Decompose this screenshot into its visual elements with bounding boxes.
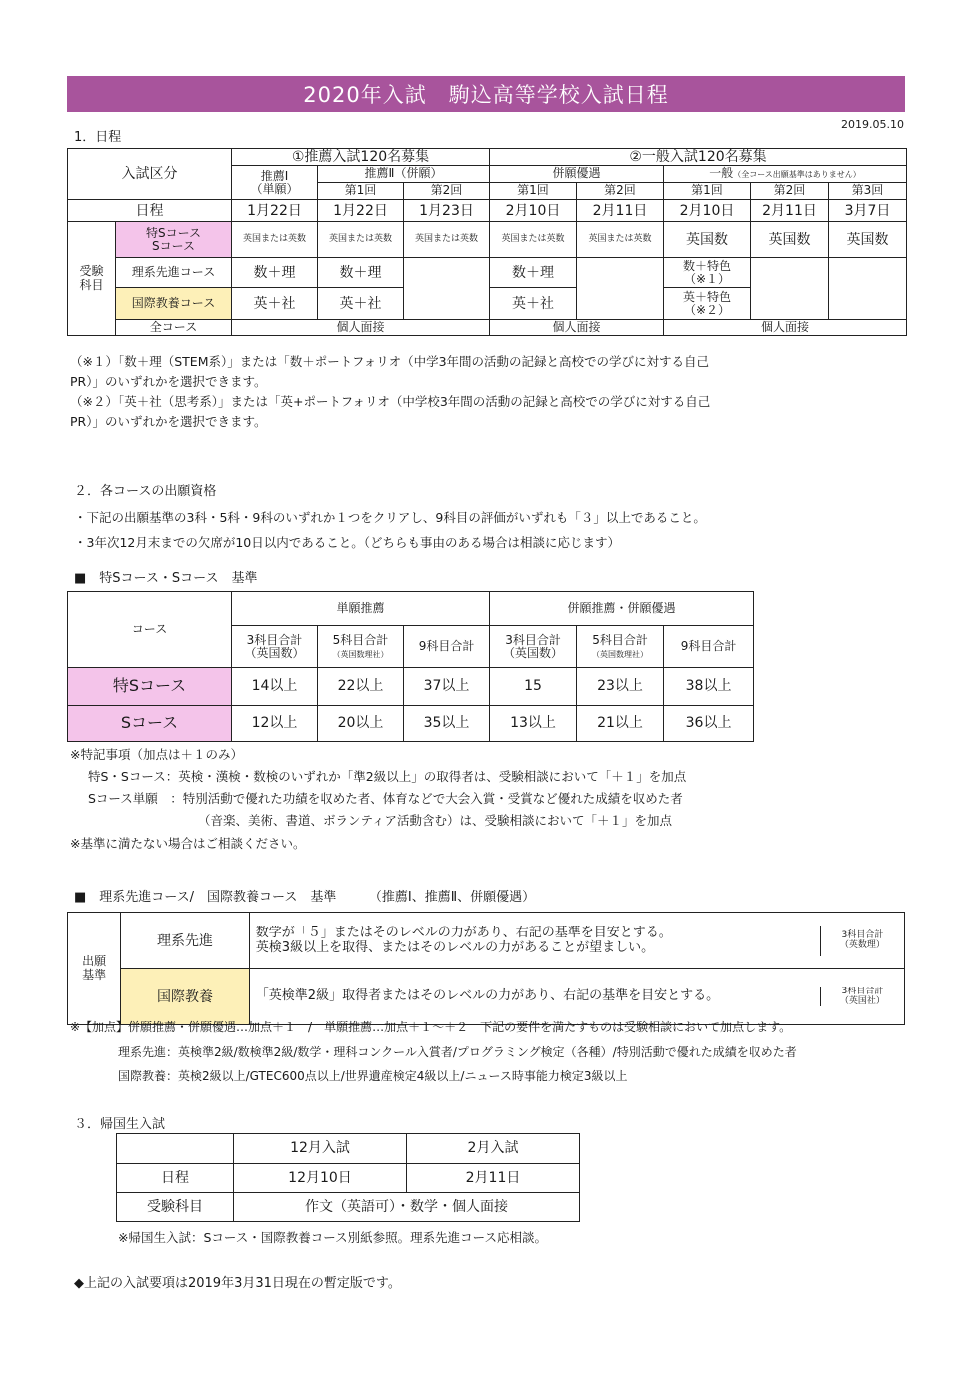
criteria-cell: 21以上 bbox=[577, 706, 664, 742]
ippan-header: 一般（全コース出願基準はありません） bbox=[664, 166, 907, 183]
row-kokusai: 国際教養 bbox=[121, 969, 250, 1025]
date-cell: 2月10日 bbox=[490, 200, 577, 222]
criteria-cell: 35以上 bbox=[404, 706, 490, 742]
heigan-header: 併願優遇 bbox=[490, 166, 664, 183]
rikei-desc bbox=[249, 913, 904, 969]
date-cell: 1月22日 bbox=[318, 200, 404, 222]
subject-cell: 英国または英数 bbox=[318, 222, 404, 258]
ippan-round1: 第1回 bbox=[664, 183, 751, 200]
subsection-toku-s: ■ 特Sコース・Sコース 基準 bbox=[74, 571, 258, 586]
tokki-line1: 特S・Sコース：英検・漢検・数検のいずれか「準2級以上」の取得者は、受験相談において「＋１」を加点 bbox=[88, 769, 687, 784]
date-cell: 1月22日 bbox=[232, 200, 318, 222]
section2-heading: ２．各コースの出願資格 bbox=[74, 484, 217, 499]
h9-header: 9科目合計 bbox=[664, 626, 754, 668]
rec2-header: 推薦Ⅱ（併願） bbox=[318, 166, 490, 183]
subject-cell: 英国または英数 bbox=[490, 222, 577, 258]
note2-line2: PR）」のいずれかを選択できます。 bbox=[70, 414, 267, 429]
kikoku-table bbox=[116, 1133, 580, 1222]
dec-header: 12月入試 bbox=[234, 1134, 407, 1164]
subject-cell: 英国数 bbox=[664, 222, 751, 258]
date-row-label: 日程 bbox=[68, 200, 232, 222]
row-s: Sコース bbox=[68, 706, 232, 742]
subject-cell: 英国または英数 bbox=[577, 222, 664, 258]
ippan-round3: 第3回 bbox=[829, 183, 907, 200]
criteria-cell: 23以上 bbox=[577, 668, 664, 706]
note1-line1: （※１）「数＋理（STEM系）」または「数＋ポートフォリオ（中学3年間の活動の記録と高校での学びに対する自己 bbox=[70, 354, 710, 369]
subject-cell: 英＋社 bbox=[232, 288, 318, 320]
date-cell: 1月23日 bbox=[404, 200, 490, 222]
row-toku-s: 特Sコース bbox=[68, 668, 232, 706]
criteria-cell: 20以上 bbox=[318, 706, 404, 742]
tokki-line3: （音楽、美術、書道、ボランティア活動含む）は、受験相談において「＋１」を加点 bbox=[198, 813, 673, 828]
h3-header: 3科目合計 （英国数） bbox=[490, 626, 577, 668]
kikoku-header-empty bbox=[117, 1134, 234, 1164]
subject-cell: 英国または英数 bbox=[404, 222, 490, 258]
note1-line2: PR）」のいずれかを選択できます。 bbox=[70, 374, 267, 389]
date-cell: 2月11日 bbox=[751, 200, 829, 222]
kokusai-crit: 3科目合計 （英国社） bbox=[820, 987, 904, 1006]
note2-line1: （※２）「英＋社（思考系）」または「英+ポートフォリオ（中学校3年間の活動の記録と高校での学びに対する自己 bbox=[70, 394, 711, 409]
subject-cell: 英国または英数 bbox=[232, 222, 318, 258]
final-note: ◆上記の入試要項は2019年3月31日現在の暫定版です。 bbox=[74, 1276, 401, 1291]
subject-cell-empty bbox=[577, 258, 664, 320]
issue-date: 2019.05.10 bbox=[841, 118, 904, 131]
h3-header: 3科目合計 （英国数） bbox=[232, 626, 318, 668]
section1-heading: 1．日程 bbox=[74, 130, 122, 145]
criteria-cell: 14以上 bbox=[232, 668, 318, 706]
schedule-table bbox=[67, 148, 907, 336]
interview-cell: 個人面接 bbox=[664, 320, 907, 336]
kokusai-desc bbox=[249, 969, 904, 1025]
subject-cell: 英国数 bbox=[751, 222, 829, 258]
subject-cell-empty bbox=[829, 258, 907, 320]
subject-cell: 数＋理 bbox=[318, 258, 404, 288]
kikoku-subjects-label: 受験科目 bbox=[117, 1193, 234, 1222]
kikoku-note: ※帰国生入試：Sコース・国際教養コース別紙参照。理系先進コース応相談。 bbox=[118, 1230, 548, 1245]
rikei-crit: 3科目合計 （英数理） bbox=[820, 926, 904, 956]
course-kokusai: 国際教養コース bbox=[116, 288, 232, 320]
subject-cell: 数＋理 bbox=[490, 258, 577, 288]
subjects-label: 受験 科目 bbox=[68, 222, 116, 336]
tangan-header: 単願推薦 bbox=[232, 592, 490, 626]
rikei-kokusai-criteria-table bbox=[67, 912, 905, 1025]
criteria-cell: 22以上 bbox=[318, 668, 404, 706]
heigan-round2: 第2回 bbox=[577, 183, 664, 200]
criteria-cell: 13以上 bbox=[490, 706, 577, 742]
criteria-cell: 36以上 bbox=[664, 706, 754, 742]
subject-cell-empty bbox=[404, 258, 490, 320]
kikoku-subjects-value: 作文（英語可）・数学・個人面接 bbox=[234, 1193, 580, 1222]
interview-cell: 個人面接 bbox=[490, 320, 664, 336]
heigan-round1: 第1回 bbox=[490, 183, 577, 200]
subject-cell: 英＋社 bbox=[490, 288, 577, 320]
criteria-cell: 12以上 bbox=[232, 706, 318, 742]
ippan-round2: 第2回 bbox=[751, 183, 829, 200]
interview-cell: 個人面接 bbox=[232, 320, 490, 336]
subject-cell: 英＋特色 （※２） bbox=[664, 288, 751, 320]
recommendation-group: ①推薦入試120名募集 bbox=[232, 149, 490, 166]
h9-header: 9科目合計 bbox=[404, 626, 490, 668]
rec1-header: 推薦Ⅰ （単願） bbox=[232, 166, 318, 200]
date-cell: 2月11日 bbox=[577, 200, 664, 222]
rec2-round2: 第2回 bbox=[404, 183, 490, 200]
page-title: 2020年入試 駒込高等学校入試日程 bbox=[67, 76, 905, 112]
h5-header: 5科目合計 （英国数理社） bbox=[577, 626, 664, 668]
subject-cell: 英＋社 bbox=[318, 288, 404, 320]
rikei-desc-text: 数学が「５」またはそのレベルの力があり、右記の基準を目安とする。 英検3級以上を取得、またはそのレベルの力があることが望ましい。 bbox=[255, 925, 672, 955]
course-toku-s: 特Sコース Sコース bbox=[116, 222, 232, 258]
subject-cell: 英国数 bbox=[829, 222, 907, 258]
subject-cell: 数＋特色 （※１） bbox=[664, 258, 751, 288]
dec-date: 12月10日 bbox=[234, 1164, 407, 1193]
section3-heading: ３．帰国生入試 bbox=[74, 1117, 166, 1132]
course-rikei: 理系先進コース bbox=[116, 258, 232, 288]
h5-header: 5科目合計 （英国数理社） bbox=[318, 626, 404, 668]
feb-date: 2月11日 bbox=[407, 1164, 580, 1193]
exam-category-header: 入試区分 bbox=[68, 149, 232, 200]
rec2-round1: 第1回 bbox=[318, 183, 404, 200]
date-cell: 2月10日 bbox=[664, 200, 751, 222]
tokki-line4: ※基準に満たない場合はご相談ください。 bbox=[70, 836, 306, 851]
date-cell: 3月7日 bbox=[829, 200, 907, 222]
katen-rikei: 理系先進：英検準2級/数検準2級/数学・理科コンクール入賞者/プログラミング検定（各種）/特別活動で優れた成績を収めた者 bbox=[118, 1045, 797, 1059]
katen-line: ※【加点】併願推薦・併願優遇…加点＋１ / 単願推薦…加点＋１～＋２ 下記の要件を満たすものは受験相談において加点します。 bbox=[70, 1020, 792, 1034]
subsection-rikei-kokusai: ■ 理系先進コース/ 国際教養コース 基準 （推薦Ⅰ、推薦Ⅱ、併願優遇） bbox=[74, 890, 536, 905]
criteria-cell: 15 bbox=[490, 668, 577, 706]
course-all: 全コース bbox=[116, 320, 232, 336]
toku-s-criteria-table bbox=[67, 591, 754, 742]
tokki-heading: ※特記事項（加点は＋１のみ） bbox=[70, 747, 243, 762]
heigan-suisen-header: 併願推薦・併願優遇 bbox=[490, 592, 754, 626]
katen-kokusai: 国際教養：英検2級以上/GTEC600点以上/世界遺産検定4級以上/ニュース時事能力検定3級以上 bbox=[118, 1069, 628, 1083]
criteria-cell: 38以上 bbox=[664, 668, 754, 706]
subject-cell-empty bbox=[751, 258, 829, 320]
eligibility-bullet1: ・下記の出願基準の3科・5科・9科のいずれか１つをクリアし、9科目の評価がいずれも「３」以上であること。 bbox=[74, 510, 706, 525]
kokusai-desc-text: 「英検準2級」取得者またはそのレベルの力があり、右記の基準を目安とする。 bbox=[255, 988, 720, 1004]
course-header: コース bbox=[68, 592, 232, 668]
tokki-line2: Sコース単願 ：特別活動で優れた功績を収めた者、体育などで大会入賞・受賞など優れた成績を収めた者 bbox=[88, 791, 683, 806]
subject-cell: 数＋理 bbox=[232, 258, 318, 288]
row-rikei: 理系先進 bbox=[121, 913, 250, 969]
eligibility-bullet2: ・3年次12月末までの欠席が10日以内であること。（どちらも事由のある場合は相談に応じます） bbox=[74, 535, 621, 550]
shutsugan-label: 出願 基準 bbox=[68, 913, 121, 1025]
criteria-cell: 37以上 bbox=[404, 668, 490, 706]
feb-header: 2月入試 bbox=[407, 1134, 580, 1164]
kikoku-date-label: 日程 bbox=[117, 1164, 234, 1193]
general-group: ②一般入試120名募集 bbox=[490, 149, 907, 166]
